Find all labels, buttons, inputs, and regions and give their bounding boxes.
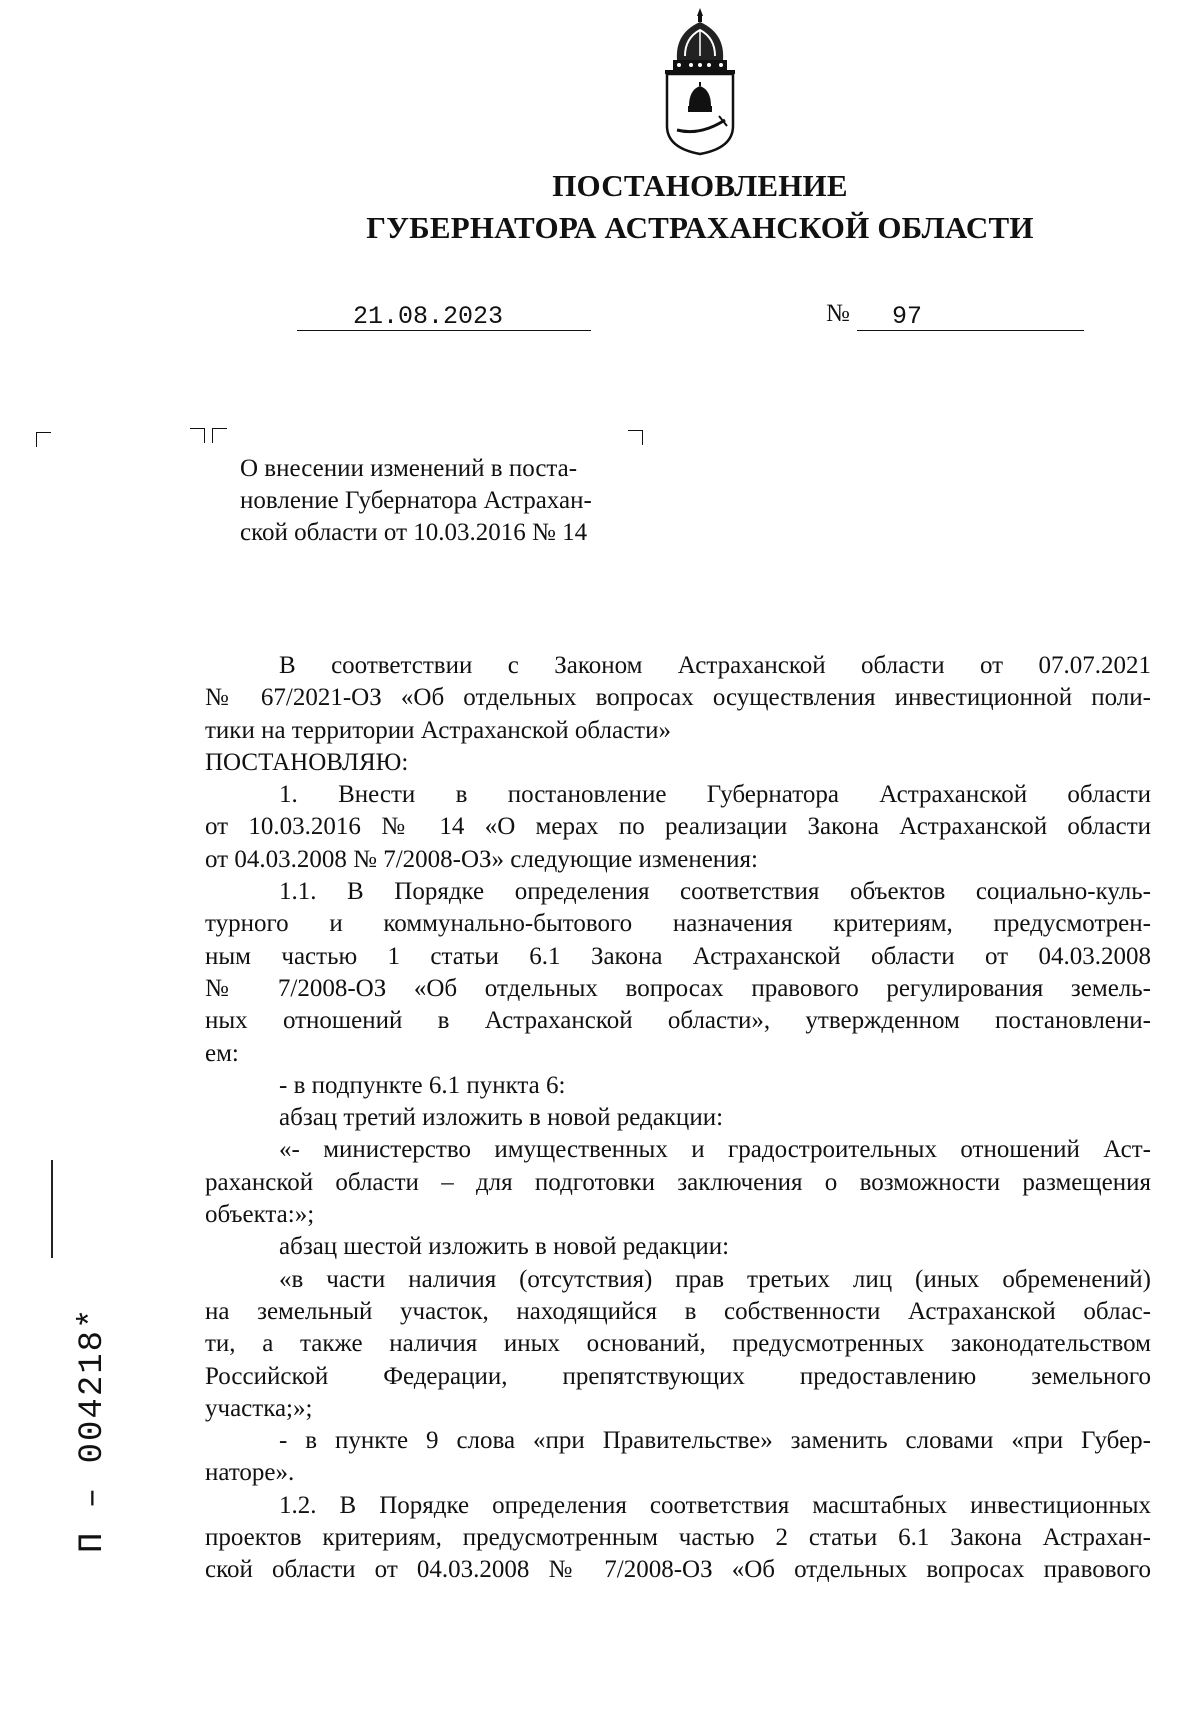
corner-mark [628,430,643,445]
body-line: абзац шестой изложить в новой редакции: [279,1233,730,1261]
body-line: № 7/2008-ОЗ «Об отдельных вопросах правового регулирования земель- [205,974,1151,1002]
body-line: - в подпункте 6.1 пункта 6: [279,1071,566,1099]
body-line: объекта:»; [205,1201,315,1229]
document-body [205,650,1151,1587]
body-line: абзац третий изложить в новой редакции: [279,1104,724,1132]
body-line: на земельный участок, находящийся в собственности Астраханской облас- [205,1297,1151,1325]
body-line: турного и коммунально-бытового назначения критериям, предусмотрен- [205,910,1151,938]
document-subject [240,453,640,549]
body-line: - в пункте 9 слова «при Правительстве» заменить словами «при Губер- [279,1427,1151,1455]
document-issuer: ГУБЕРНАТОРА АСТРАХАНСКОЙ ОБЛАСТИ [366,210,1034,245]
number-field [857,302,1084,331]
body-line: от 10.03.2016 № 14 «О мерах по реализации Закона Астраханской области [205,813,1151,841]
subject-line: ской области от 10.03.2016 № 14 [240,519,588,546]
body-line: Российской Федерации, препятствующих предоставлению земельного [205,1362,1151,1390]
corner-mark [212,428,227,443]
document-date: 21.08.2023 [353,302,504,331]
side-divider [51,1160,53,1258]
body-line: от 04.03.2008 № 7/2008-ОЗ» следующие изменения: [205,845,759,873]
number-sign: № [826,300,850,327]
registration-code: П – 004218* [74,1306,112,1553]
body-line: ным частью 1 статьи 6.1 Закона Астраханской области от 04.03.2008 [205,942,1151,970]
decree-word: ПОСТАНОВЛЯЮ: [205,748,409,776]
body-line: проектов критериям, предусмотренным частью 2 статьи 6.1 Закона Астрахан- [205,1524,1151,1552]
body-line: раханской области – для подготовки заключения о возможности размещения [205,1168,1151,1196]
astrakhan-coat-of-arms-icon [655,8,745,158]
body-line: № 67/2021-ОЗ «Об отдельных вопросах осуществления инвестиционной поли- [205,684,1151,712]
body-line: наторе». [205,1459,295,1487]
body-line: 1.2. В Порядке определения соответствия масштабных инвестиционных [279,1491,1151,1519]
body-line: 1. Внести в постановление Губернатора Астраханской области [279,781,1151,809]
body-line: «- министерство имущественных и градостроительных отношений Аст- [279,1136,1151,1164]
subject-line: О внесении изменений в поста- [240,455,578,482]
corner-mark [190,428,205,443]
document-title: ПОСТАНОВЛЕНИЕ [552,168,848,203]
body-line: ти, а также наличия иных оснований, предусмотренных законодательством [205,1330,1151,1358]
body-line: ных отношений в Астраханской области», утвержденном постановлени- [205,1007,1151,1035]
body-line: В соответствии с Законом Астраханской области от 07.07.2021 [279,652,1151,679]
document-number: 97 [892,302,923,331]
date-field [297,302,591,331]
body-line: тики на территории Астраханской области» [205,716,671,744]
body-line: ем: [205,1039,239,1067]
body-line: «в части наличия (отсутствия) прав третьих лиц (иных обременений) [279,1265,1151,1293]
subject-line: новление Губернатора Астрахан- [240,487,592,514]
body-line: 1.1. В Порядке определения соответствия объектов социально-куль- [279,878,1151,906]
body-line: участка;»; [205,1394,313,1422]
corner-mark [36,432,51,447]
body-line: ской области от 04.03.2008 № 7/2008-ОЗ «Об отдельных вопросах правового [205,1556,1151,1584]
